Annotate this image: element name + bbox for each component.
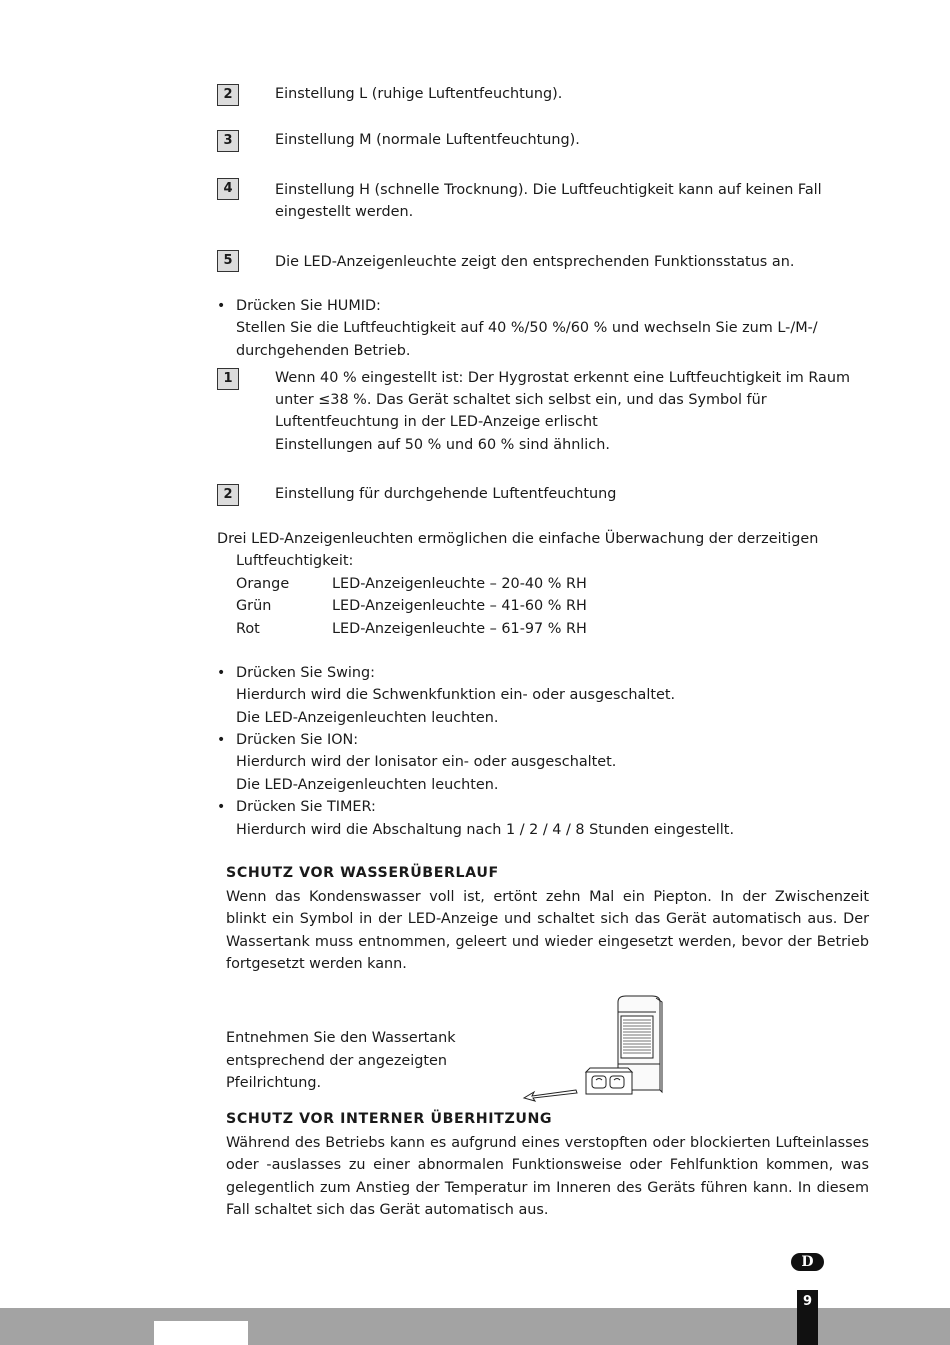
step-b2-box: 2 — [217, 484, 239, 506]
step-b2-text: Einstellung für durchgehende Luftentfeuchtung — [275, 486, 617, 502]
led-intro-line2: Luftfeuchtigkeit: — [236, 553, 354, 569]
bullet-timer-dot: • — [217, 799, 226, 815]
tank-note-line1: Entnehmen Sie den Wassertank — [226, 1030, 456, 1046]
bullet-ion-line1: Hierdurch wird der Ionisator ein- oder ausgeschaltet. — [236, 754, 617, 770]
bullet-ion-line2: Die LED-Anzeigenleuchten leuchten. — [236, 777, 499, 793]
overflow-line2: blinkt ein Symbol in der LED-Anzeige und schaltet sich das Gerät automatisch aus. Der — [226, 911, 869, 928]
dehumidifier-tank-illustration — [522, 990, 672, 1105]
step-3-box: 3 — [217, 130, 239, 152]
led-row-orange-desc: LED-Anzeigenleuchte – 20-40 % RH — [332, 576, 587, 592]
bullet-swing-line1: Hierdurch wird die Schwenkfunktion ein- oder ausgeschaltet. — [236, 687, 676, 703]
overheat-line1: Während des Betriebs kann es aufgrund eines verstopften oder blockierten Lufteinlasses — [226, 1135, 869, 1151]
overheat-line4: Fall schaltet sich das Gerät automatisch aus. — [226, 1202, 549, 1219]
bullet-humid-title: Drücken Sie HUMID: — [236, 298, 381, 314]
bullet-humid-line1: Stellen Sie die Luftfeuchtigkeit auf 40 %/50 %/60 % und wechseln Sie zum L-/M-/ — [236, 320, 818, 336]
page-number: 9 — [797, 1290, 818, 1345]
step-5-box: 5 — [217, 250, 239, 272]
overheat-paragraph — [226, 1132, 869, 1222]
bullet-ion-dot: • — [217, 732, 226, 748]
led-row-red-color: Rot — [236, 621, 260, 637]
overflow-line3: Wassertank muss entnommen, geleert und wieder eingesetzt werden, bevor der Betrieb — [226, 933, 869, 950]
overheat-line3: gelegentlich zum Anstieg der Temperatur im Inneren des Geräts führen kann. In diesem — [226, 1179, 869, 1196]
step-2-text: Einstellung L (ruhige Luftentfeuchtung). — [275, 86, 563, 102]
step-b1-line2: unter ≤38 %. Das Gerät schaltet sich selbst ein, und das Symbol für — [275, 392, 767, 408]
led-row-green-desc: LED-Anzeigenleuchte – 41-60 % RH — [332, 598, 587, 614]
overheat-line2: oder -auslasses zu einer abnormalen Funktionsweise oder Fehlfunktion kommen, was — [226, 1157, 869, 1174]
led-row-red-desc: LED-Anzeigenleuchte – 61-97 % RH — [332, 621, 587, 637]
overflow-heading: SCHUTZ VOR WASSERÜBERLAUF — [226, 865, 499, 881]
step-5-text: Die LED-Anzeigenleuchte zeigt den entsprechenden Funktionsstatus an. — [275, 254, 795, 270]
footer-white-block — [154, 1321, 248, 1345]
bullet-swing-line2: Die LED-Anzeigenleuchten leuchten. — [236, 710, 499, 726]
overflow-line4: fortgesetzt werden kann. — [226, 956, 407, 973]
step-b1-box: 1 — [217, 368, 239, 390]
overflow-line1: Wenn das Kondenswasser voll ist, ertönt zehn Mal ein Piepton. In der Zwischenzeit — [226, 889, 869, 905]
step-4-box: 4 — [217, 178, 239, 200]
bullet-humid-dot: • — [217, 298, 226, 314]
step-3-text: Einstellung M (normale Luftentfeuchtung). — [275, 132, 580, 148]
bullet-ion-title: Drücken Sie ION: — [236, 732, 359, 748]
bullet-swing-title: Drücken Sie Swing: — [236, 665, 375, 681]
language-badge: D — [791, 1253, 824, 1271]
overflow-paragraph — [226, 886, 869, 976]
step-4-text-line2: eingestellt werden. — [275, 204, 414, 220]
step-2-box: 2 — [217, 84, 239, 106]
step-4-text-line1: Einstellung H (schnelle Trocknung). Die Luftfeuchtigkeit kann auf keinen Fall — [275, 182, 822, 198]
overheat-heading: SCHUTZ VOR INTERNER ÜBERHITZUNG — [226, 1111, 553, 1127]
led-row-green-color: Grün — [236, 598, 272, 614]
led-row-orange-color: Orange — [236, 576, 290, 592]
tank-note-line3: Pfeilrichtung. — [226, 1075, 322, 1091]
led-intro-line1: Drei LED-Anzeigenleuchten ermöglichen die einfache Überwachung der derzeitigen — [217, 531, 819, 547]
step-b1-line1: Wenn 40 % eingestellt ist: Der Hygrostat erkennt eine Luftfeuchtigkeit im Raum — [275, 370, 851, 386]
bullet-timer-title: Drücken Sie TIMER: — [236, 799, 376, 815]
bullet-timer-line1: Hierdurch wird die Abschaltung nach 1 / 2 / 4 / 8 Stunden eingestellt. — [236, 822, 735, 838]
tank-note-line2: entsprechend der angezeigten — [226, 1053, 447, 1069]
step-b1-line4: Einstellungen auf 50 % und 60 % sind ähnlich. — [275, 437, 610, 453]
bullet-humid-line2: durchgehenden Betrieb. — [236, 343, 411, 359]
step-b1-line3: Luftentfeuchtung in der LED-Anzeige erlischt — [275, 414, 598, 430]
bullet-swing-dot: • — [217, 665, 226, 681]
